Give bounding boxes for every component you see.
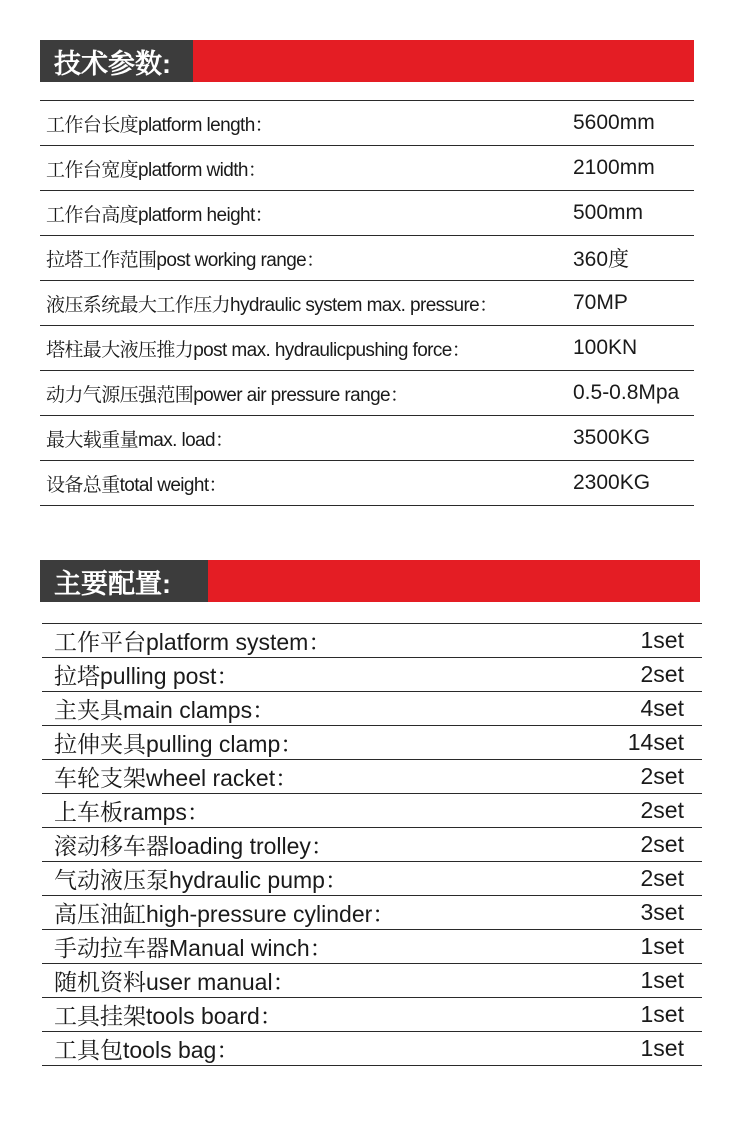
spec-value: 360度 — [573, 248, 630, 271]
config-label: 拉塔pulling post： — [54, 663, 240, 689]
spec-row — [40, 191, 694, 236]
config-value: 1set — [640, 1035, 684, 1061]
spec-label: 液压系统最大工作压力hydraulic system max. pressure： — [46, 294, 498, 316]
config-label: 工作平台platform system： — [54, 629, 332, 655]
config-value: 4set — [640, 695, 684, 721]
config-value: 14set — [627, 729, 684, 755]
spec-row — [40, 281, 694, 326]
spec-value: 3500KG — [573, 426, 651, 449]
config-label: 手动拉车器Manual winch： — [54, 935, 333, 961]
config-label: 滚动移车器loading trolley： — [54, 833, 334, 859]
config-row — [42, 692, 702, 726]
spec-row — [40, 416, 694, 461]
spec-value: 100KN — [573, 336, 638, 359]
spec-row — [40, 101, 694, 146]
config-value: 1set — [640, 967, 684, 993]
config-row — [42, 828, 702, 862]
config-table — [42, 623, 702, 1066]
config-row — [42, 1032, 702, 1066]
config-value: 1set — [640, 627, 684, 653]
config-value: 2set — [640, 661, 684, 687]
spec-row — [40, 326, 694, 371]
specs-header — [40, 40, 694, 82]
spec-value: 70MP — [573, 291, 628, 314]
config-label: 工具挂架tools board： — [54, 1003, 283, 1029]
spec-label: 工作台高度platform height： — [46, 204, 274, 226]
config-row — [42, 896, 702, 930]
config-header-accent-bar — [208, 560, 700, 602]
config-value: 1set — [640, 1001, 684, 1027]
spec-row — [40, 461, 694, 506]
config-value: 1set — [640, 933, 684, 959]
config-row — [42, 658, 702, 692]
config-row — [42, 930, 702, 964]
spec-row — [40, 236, 694, 281]
specs-header-accent-bar — [193, 40, 694, 82]
config-label: 主夹具main clamps： — [54, 697, 276, 723]
spec-label: 设备总重total weight： — [46, 474, 227, 496]
spec-value: 2300KG — [573, 471, 651, 494]
config-title: 主要配置: — [40, 560, 208, 602]
config-row — [42, 998, 702, 1032]
config-value: 2set — [640, 763, 684, 789]
config-value: 2set — [640, 797, 684, 823]
config-row — [42, 964, 702, 998]
spec-row — [40, 371, 694, 416]
config-row — [42, 862, 702, 896]
config-row — [42, 624, 702, 658]
spec-value: 2100mm — [573, 156, 655, 179]
spec-value: 5600mm — [573, 111, 655, 134]
specs-table — [40, 100, 694, 506]
config-value: 2set — [640, 831, 684, 857]
spec-label: 工作台宽度platform width： — [46, 159, 267, 181]
spec-row — [40, 146, 694, 191]
config-label: 随机资料user manual： — [54, 969, 296, 995]
config-row — [42, 726, 702, 760]
config-value: 2set — [640, 865, 684, 891]
config-value: 3set — [640, 899, 684, 925]
config-label: 车轮支架wheel racket： — [54, 765, 299, 791]
spec-value: 500mm — [573, 201, 644, 224]
config-row — [42, 794, 702, 828]
config-label: 拉伸夹具pulling clamp： — [54, 731, 304, 757]
spec-label: 工作台长度platform length： — [46, 114, 274, 136]
config-label: 上车板ramps： — [54, 799, 210, 825]
spec-label: 动力气源压强范围power air pressure range： — [46, 384, 409, 406]
spec-value: 0.5-0.8Mpa — [573, 381, 680, 404]
specs-title: 技术参数: — [40, 40, 193, 82]
config-label: 工具包tools bag： — [54, 1037, 240, 1063]
config-label: 高压油缸high-pressure cylinder： — [54, 901, 396, 927]
config-label: 气动液压泵hydraulic pump： — [54, 867, 348, 893]
spec-label: 塔柱最大液压推力post max. hydraulicpushing force： — [46, 339, 471, 361]
spec-label: 最大载重量max. load： — [46, 429, 234, 451]
config-header — [40, 560, 700, 602]
spec-label: 拉塔工作范围post working range： — [46, 249, 325, 271]
config-row — [42, 760, 702, 794]
